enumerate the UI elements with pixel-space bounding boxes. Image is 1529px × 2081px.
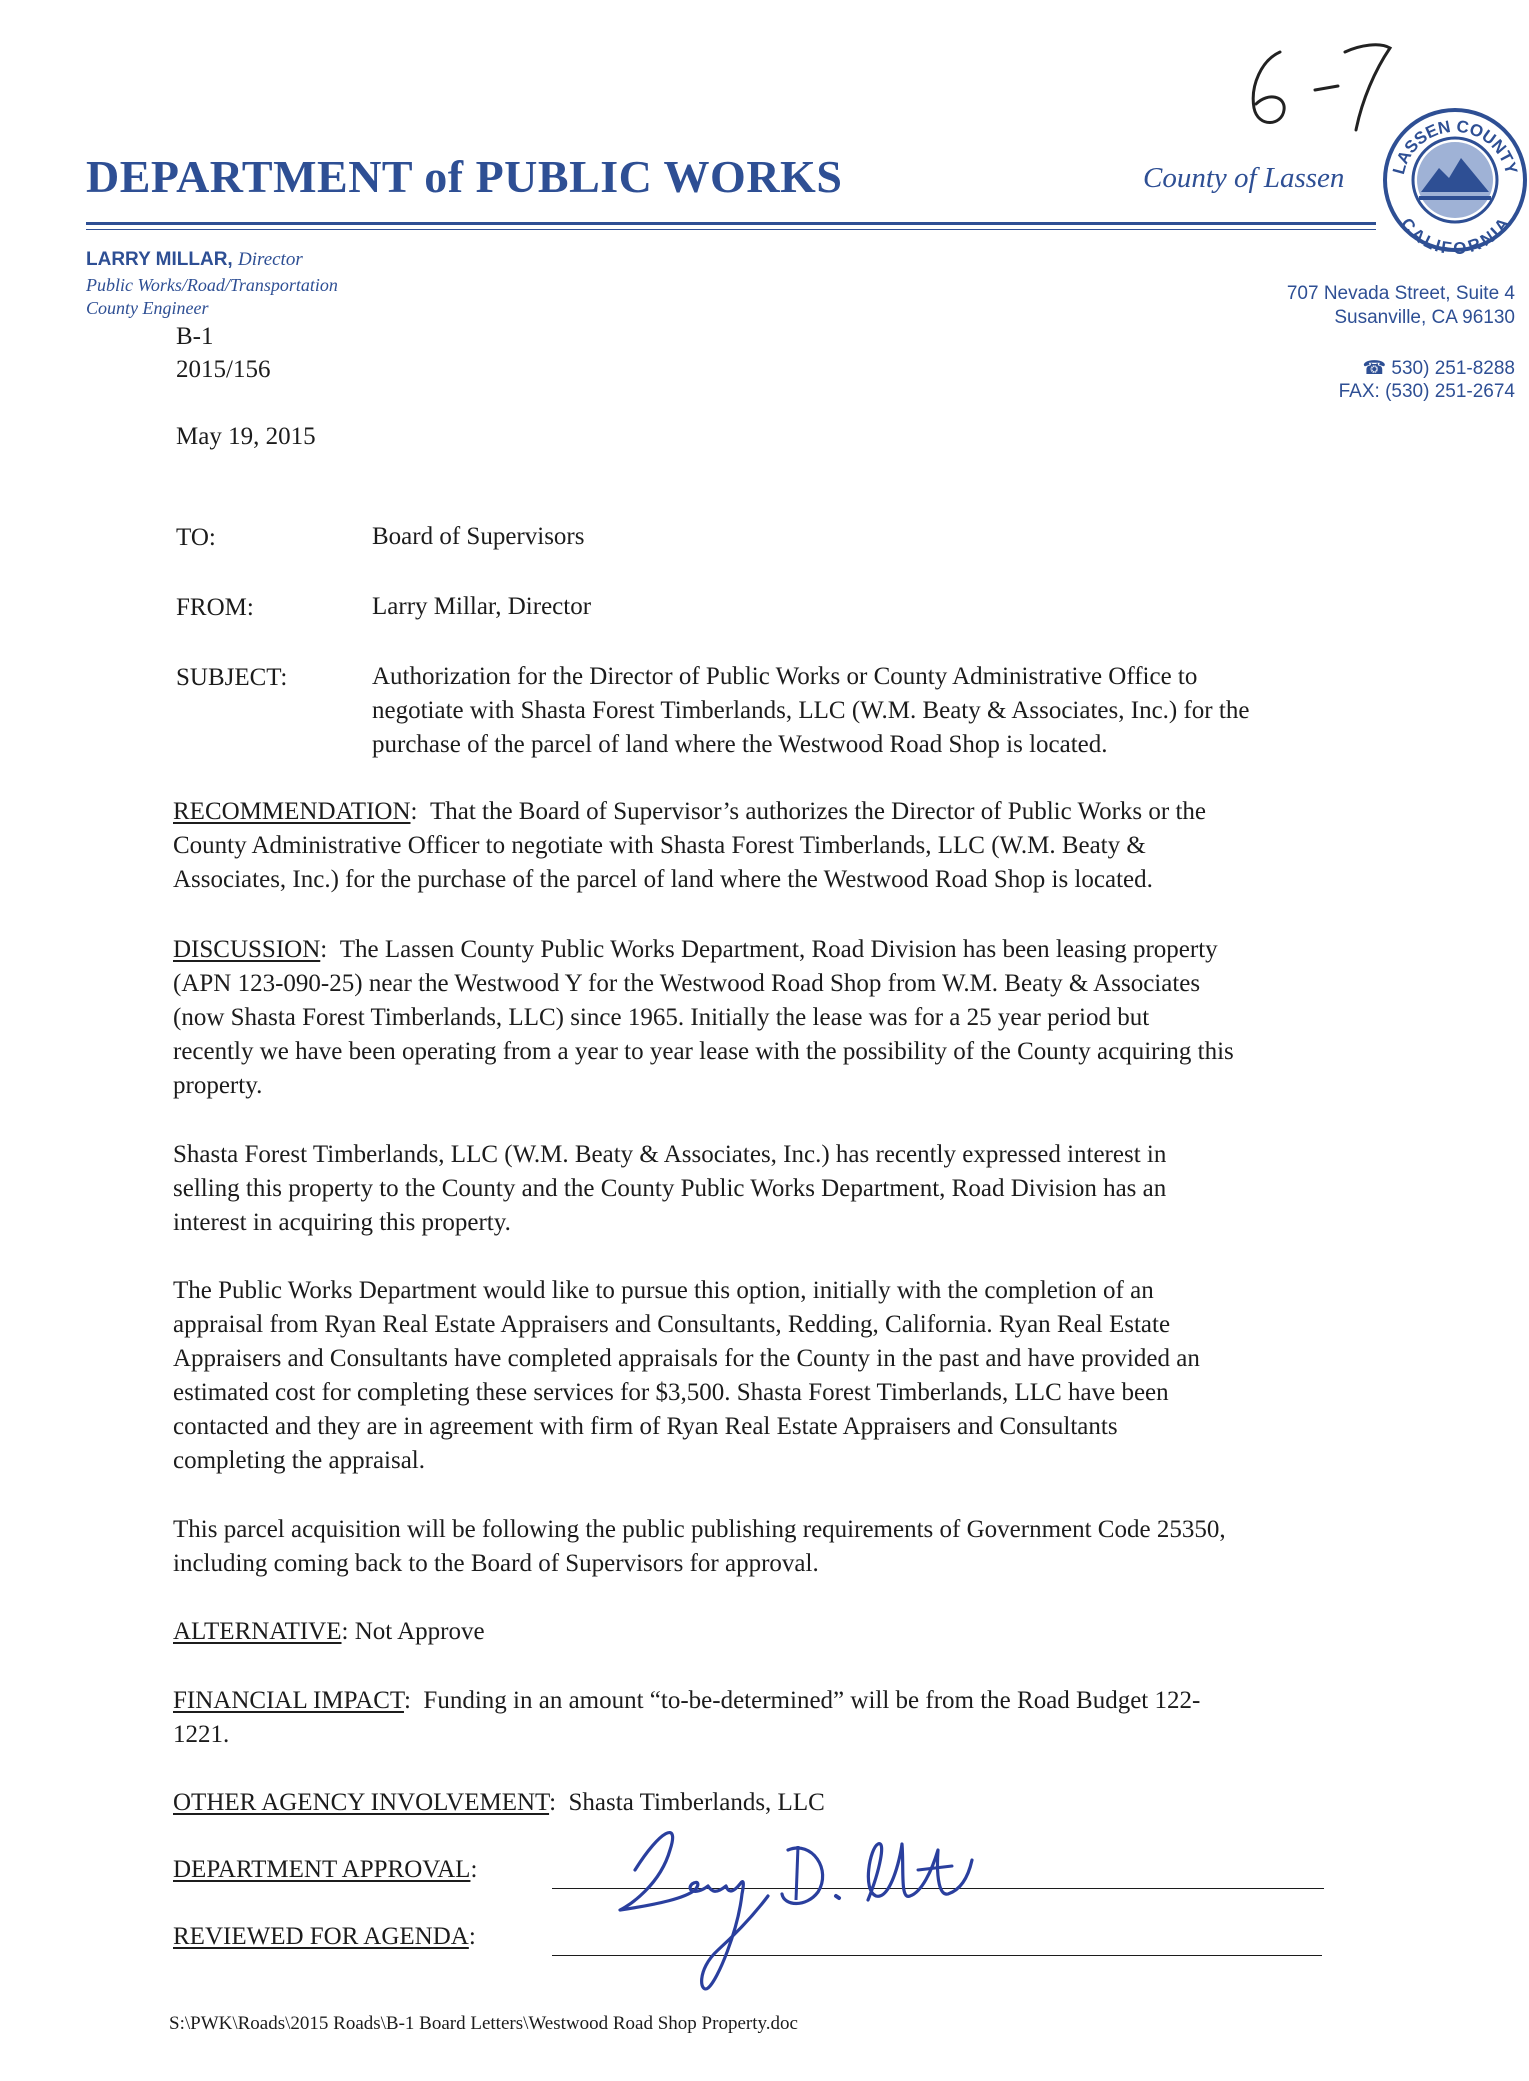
address-street: 707 Nevada Street, Suite 4 [1286,283,1515,304]
county-name: County of Lassen [1143,162,1345,194]
from-value: Larry Millar, Director [372,593,592,620]
director-name [86,249,303,271]
phone-icon: ☎ [1362,358,1392,379]
alternative-paragraph: ALTERNATIVE: Not Approve [173,1618,485,1645]
financial-paragraph: FINANCIAL IMPACT: Funding in an amount “to-be-determined” will be from the Road Budget 122- 1221. [173,1684,1438,1752]
discussion-paragraph: DISCUSSION: The Lassen County Public Works Department, Road Division has been leasing property (APN 123-090-25) near the Westwood Y for the Westwood Road Shop from W.M. Beaty & Associates (now Shasta Forest Timberlands, LLC) since 1965. Initially the lease was for a 25 year period but recently we have been operating from a year to year lease with the possibility of the County acquiring this property. [173,933,1438,1103]
director-department: Public Works/Road/Transportation [86,275,338,295]
to-value: Board of Supervisors [372,523,585,550]
director-role: County Engineer [86,298,209,318]
publishing-text: This parcel acquisition will be following the public publishing requirements of Government Code 25350, [173,1516,1226,1543]
subject-label: SUBJECT: [176,664,288,691]
department-approval-heading: DEPARTMENT APPROVAL [173,1856,471,1883]
appraisal-text: estimated cost for completing these services for $3,500. Shasta Forest Timberlands, LLC have been [173,1379,1169,1406]
phone-number [1362,357,1515,380]
address-city: Susanville, CA 96130 [1334,307,1515,328]
letterhead-rule [86,222,1376,225]
fax-number: FAX: (530) 251-2674 [1338,381,1515,402]
memo-date: May 19, 2015 [176,423,316,450]
appraisal-paragraph [173,1274,1438,1478]
other-agency-text: Shasta Timberlands, LLC [568,1789,825,1816]
appraisal-text: completing the appraisal. [173,1447,426,1474]
reference-code: B-1 [176,323,214,350]
seal-bottom-text: CALIFORNIA [1396,214,1514,254]
recommendation-text: County Administrative Officer to negotiate with Shasta Forest Timberlands, LLC (W.M. Beaty & [173,832,1146,859]
discussion-text: (now Shasta Forest Timberlands, LLC) since 1965. Initially the lease was for a 25 year period but [173,1004,1150,1031]
other-agency-heading: OTHER AGENCY INVOLVEMENT [173,1789,550,1816]
financial-text: Funding in an amount “to-be-determined” will be from the Road Budget 122- [423,1687,1201,1714]
reference-number: 2015/156 [176,356,271,383]
appraisal-text: The Public Works Department would like to pursue this option, initially with the completion of an [173,1277,1154,1304]
letterhead-rule-thin [86,229,1376,230]
subject-line: negotiate with Shasta Forest Timberlands, LLC (W.M. Beaty & Associates, Inc.) for the [372,697,1250,724]
recommendation-paragraph: RECOMMENDATION: That the Board of Supervisor’s authorizes the Director of Public Works or the County Administrative Officer to negotiate with Shasta Forest Timberlands, LLC (W.M. Beaty & Associates, Inc.) for the purchase of the parcel of land where the Westwood Road Shop is located. [173,795,1438,897]
reviewed-agenda-row: REVIEWED FOR AGENDA: [173,1923,476,1950]
appraisal-text: contacted and they are in agreement with firm of Ryan Real Estate Appraisers and Consultants [173,1413,1118,1440]
phone-text: 530) 251-8288 [1391,358,1515,379]
recommendation-text: That the Board of Supervisor’s authorizes the Director of Public Works or the [429,798,1207,825]
reviewed-agenda-heading: REVIEWED FOR AGENDA [173,1923,469,1950]
county-seal-icon [1381,106,1529,254]
publishing-text: including coming back to the Board of Supervisors for approval. [173,1550,819,1577]
discussion-heading: DISCUSSION [173,936,321,963]
discussion-text: recently we have been operating from a year to year lease with the possibility of the County acquiring this [173,1038,1234,1065]
financial-text: 1221. [173,1721,230,1748]
discussion-text: (APN 123-090-25) near the Westwood Y for the Westwood Road Shop from W.M. Beaty & Associates [173,970,1201,997]
file-path-footer: S:\PWK\Roads\2015 Roads\B-1 Board Letters\Westwood Road Shop Property.doc [169,2013,798,2034]
alternative-heading: ALTERNATIVE [173,1618,342,1645]
discussion-text: The Lassen County Public Works Department, Road Division has been leasing property [339,936,1218,963]
director-signature [600,1800,1040,2010]
from-label: FROM: [176,594,254,621]
interest-paragraph [173,1138,1438,1240]
financial-heading: FINANCIAL IMPACT [173,1687,404,1714]
appraisal-text: Appraisers and Consultants have completed appraisals for the County in the past and have provided an [173,1345,1200,1372]
director-title: Director [238,249,303,270]
department-title: DEPARTMENT of PUBLIC WORKS [86,151,843,202]
alternative-text: Not Approve [354,1618,485,1645]
publishing-paragraph [173,1513,1438,1581]
interest-text: selling this property to the County and the County Public Works Department, Road Division has an [173,1175,1167,1202]
seal-top-text: LASSEN COUNTY [1389,116,1521,177]
other-agency-paragraph: OTHER AGENCY INVOLVEMENT: Shasta Timberlands, LLC [173,1789,825,1816]
recommendation-text: Associates, Inc.) for the purchase of the parcel of land where the Westwood Road Shop is located. [173,866,1153,893]
appraisal-text: appraisal from Ryan Real Estate Appraisers and Consultants, Redding, California. Ryan Real Estate [173,1311,1171,1338]
department-approval-row: DEPARTMENT APPROVAL: [173,1856,478,1883]
discussion-text: property. [173,1072,263,1099]
handwritten-page-number [1220,30,1400,140]
subject-line: Authorization for the Director of Public Works or County Administrative Office to [372,663,1198,690]
interest-text: Shasta Forest Timberlands, LLC (W.M. Beaty & Associates, Inc.) has recently expressed interest in [173,1141,1167,1168]
interest-text: interest in acquiring this property. [173,1209,511,1236]
director-name-text: LARRY MILLAR, [86,249,233,270]
to-label: TO: [176,524,216,551]
subject-value [372,660,1412,762]
recommendation-heading: RECOMMENDATION [173,798,411,825]
svg-text:CALIFORNIA [1397,214,1513,254]
subject-line: purchase of the parcel of land where the Westwood Road Shop is located. [372,731,1108,758]
